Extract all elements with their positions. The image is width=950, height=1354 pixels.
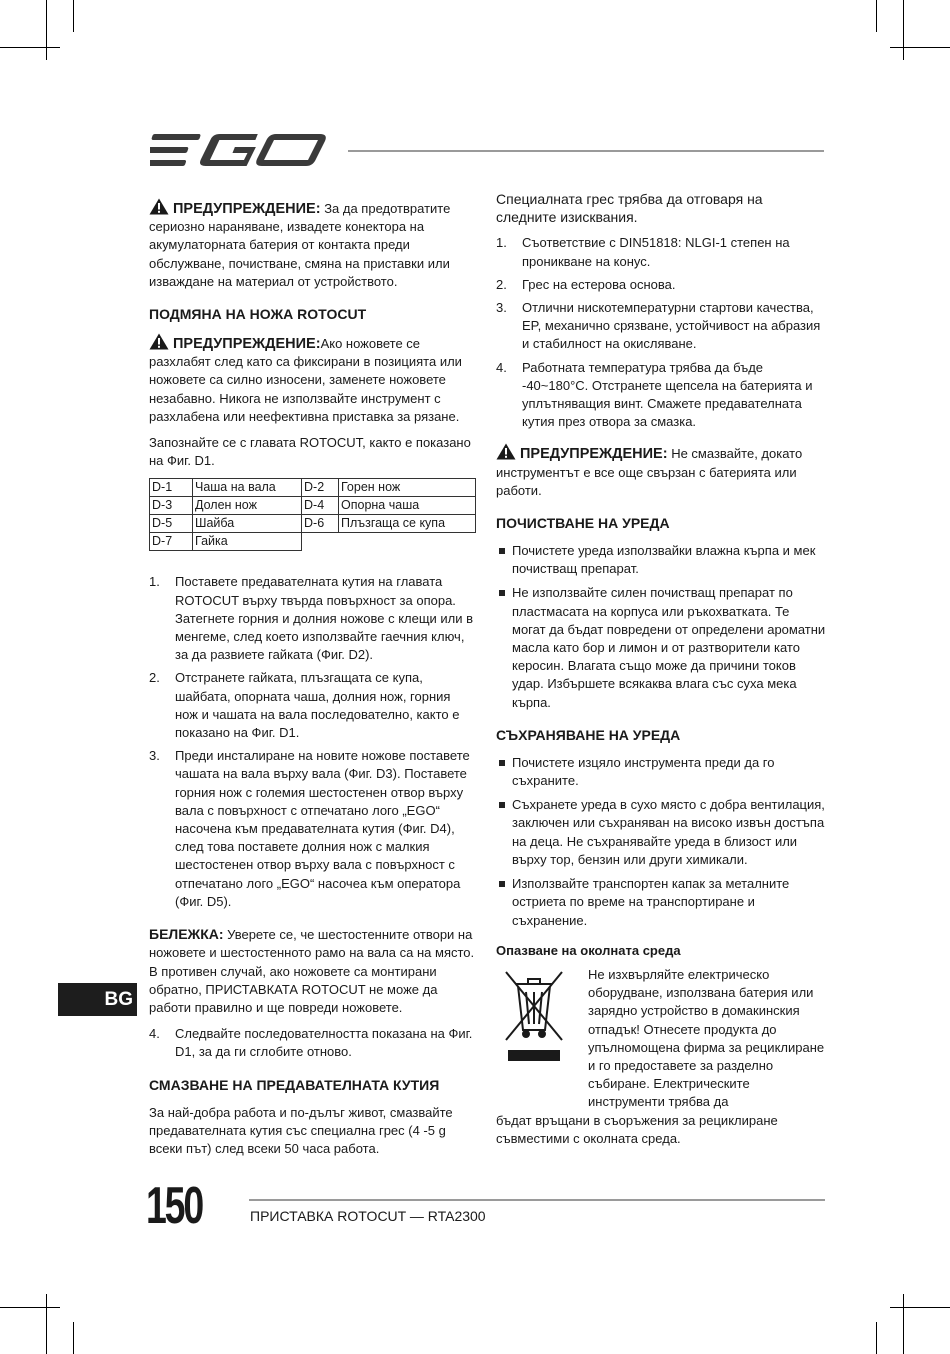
note-label: БЕЛЕЖКА: bbox=[149, 926, 224, 943]
replace-steps bbox=[149, 573, 477, 911]
parts-table bbox=[149, 478, 476, 551]
ego-logo bbox=[150, 131, 332, 171]
table-row bbox=[150, 533, 476, 551]
table-cell: D-2 bbox=[302, 479, 339, 497]
table-cell: D-7 bbox=[150, 533, 193, 551]
note-block bbox=[149, 925, 477, 1017]
table-cell: Чаша на вала bbox=[193, 479, 302, 497]
left-column bbox=[149, 198, 477, 1166]
list-item: Почистете уреда използвайки влажна кърпа и мек почистващ препарат. bbox=[496, 542, 826, 578]
bullet-icon bbox=[499, 590, 505, 596]
section-title-cleaning: ПОЧИСТВАНЕ НА УРЕДА bbox=[496, 515, 670, 532]
table-cell: Плъзгаща се купа bbox=[339, 515, 476, 533]
crop-mark bbox=[0, 47, 60, 48]
table-cell: Шайба bbox=[193, 515, 302, 533]
page-number: 150 bbox=[146, 1177, 202, 1235]
list-item: 1. Съответствие с DIN51818: NLGI-1 степен на проникване на конус. bbox=[496, 235, 790, 269]
bullet-icon bbox=[499, 802, 505, 808]
table-cell: Долен нож bbox=[193, 497, 302, 515]
table-cell: D-3 bbox=[150, 497, 193, 515]
crop-mark bbox=[73, 0, 74, 32]
table-cell: D-4 bbox=[302, 497, 339, 515]
warning-text: Ако ножовете се разхлабят след като са фиксирани в позицията или ножовете са силно износени, заменете ножовете незабавно. Никога не използвайте инструмент с разхлабена или неефективна приставка за рязане. bbox=[149, 336, 462, 424]
list-item: Използвайте транспортен капак за металните остриета по време на транспортиране и съхранение. bbox=[496, 875, 826, 930]
replace-step-4 bbox=[149, 1025, 477, 1061]
env-title: Опазване на околната среда bbox=[496, 942, 681, 958]
crop-mark bbox=[903, 0, 904, 60]
crop-mark bbox=[903, 1294, 904, 1354]
crossed-bin-icon bbox=[502, 968, 566, 1063]
warning-block bbox=[149, 333, 477, 426]
section-title-replace-blade: ПОДМЯНА НА НОЖА ROTOCUT bbox=[149, 306, 367, 323]
table-cell: D-6 bbox=[302, 515, 339, 533]
table-row bbox=[150, 497, 476, 515]
crop-mark bbox=[876, 0, 877, 32]
table-cell: D-1 bbox=[150, 479, 193, 497]
list-item: 1. Поставете предавателната кутия на главата ROTOCUT върху твърда повърхност за опора. Затегнете горния и долния ножове с клещи или в менгеме, след което използвайте гаечния ключ, за да развиете гайката (Фиг. D2). bbox=[149, 574, 474, 663]
storage-list bbox=[496, 754, 826, 930]
list-item: 3. Отлични нискотемпературни стартови качества, EP, механично срязване, устойчивост на абразия и стабилност на окисляване. bbox=[496, 300, 821, 352]
list-item: 4. Следвайте последователността показана на Фиг. D1, за да ги сглобите отново. bbox=[149, 1026, 473, 1060]
crop-mark bbox=[73, 1322, 74, 1354]
header-rule bbox=[348, 150, 824, 152]
warning-icon bbox=[149, 333, 169, 350]
warning-label: ПРЕДУПРЕЖДЕНИЕ: bbox=[173, 201, 321, 217]
warning-text: За да предотвратите сериозно нараняване, извадете конектора на акумулаторната батерия от контакта преди обслужване, почистване, смяна на приставки или изваждане на материал от устройството. bbox=[149, 201, 451, 289]
bullet-icon bbox=[499, 548, 505, 554]
list-item: 3. Преди инсталиране на новите ножове поставете чашата на вала върху вала (Фиг. D3). Поставете горния нож с големия шестостенен отвор върху вала с повърхност с отпечатано лого „EGO“ насочена към предавателната кутия (Фиг. D4), след това поставете долния нож с малкия шестостенен отвор върху вала с повърхност с отпечатано лого „EGO“ насочеа към оператора (Фиг. D5). bbox=[149, 748, 470, 909]
bullet-icon bbox=[499, 881, 505, 887]
list-item: Почистете изцяло инструмента преди да го съхраните. bbox=[496, 754, 826, 790]
note-text: Уверете се, че шестостенните отвори на ножовете и шестостенното рамо на вала са на място. В противен случай, ако ножовете са монтирани обратно, ПРИСТАВКАТА ROTOCUT не може да работи правилно и ще повреди ножовете. bbox=[149, 927, 475, 1015]
env-block bbox=[496, 966, 826, 1112]
list-item: Съхранете уреда в сухо място с добра вентилация, заключен или съхраняван на високо извън достъпа на деца. Не съхранявайте уреда в близост или върху тор, бензин или други химикали. bbox=[496, 796, 826, 869]
warning-label: ПРЕДУПРЕЖДЕНИЕ: bbox=[173, 336, 321, 353]
table-cell-empty bbox=[302, 533, 476, 551]
table-cell: Гайка bbox=[193, 533, 302, 551]
warning-text: Не смазвайте, докато инструментът е все още свързан с батерията или работи. bbox=[496, 446, 803, 498]
section-title-storage: СЪХРАНЯВАНЕ НА УРЕДА bbox=[496, 726, 681, 743]
table-cell: Горен нож bbox=[339, 479, 476, 497]
list-item: 2. Грес на естерова основа. bbox=[496, 276, 676, 292]
list-item: 2. Отстранете гайката, плъзгащата се купа, шайбата, опорната чаша, долния нож, горния нож и чашата на вала последователно, както е показано на Фиг. D1. bbox=[149, 670, 460, 741]
crop-mark bbox=[46, 1294, 47, 1354]
table-cell: Опорна чаша bbox=[339, 497, 476, 515]
right-column bbox=[496, 190, 826, 1156]
warning-icon bbox=[496, 443, 516, 460]
crop-mark bbox=[46, 0, 47, 60]
warning-block bbox=[149, 198, 477, 291]
cleaning-list bbox=[496, 542, 826, 712]
lube-text: За най-добра работа и по-дълъг живот, смазвайте предавателната кутия със специална грес (4 -5 g всеки път) след всеки 50 часа работа. bbox=[149, 1104, 453, 1156]
warning-icon bbox=[149, 198, 169, 215]
crop-mark bbox=[890, 1307, 950, 1308]
list-item: 4. Работната температура трябва да бъде -40~180°C. Отстранете щепсела на батерията и уплътняващия винт. Смажете предавателната кутия през отвора за смазка. bbox=[496, 359, 813, 430]
warning-label: ПРЕДУПРЕЖДЕНИЕ: bbox=[520, 446, 668, 463]
table-cell: D-5 bbox=[150, 515, 193, 533]
env-text: Не изхвърляйте електрическо оборудване, използвана батерия или зарядно устройство в домакинския отпадък! Отнесете продукта до упълномощена фирма за рециклиране и го предоставете за разделно събиране. Електрическите инструменти трябва да bbox=[588, 966, 825, 1110]
warning-block bbox=[496, 443, 826, 500]
grease-intro: Специалната грес трябва да отговаря на следните изисквания. bbox=[496, 191, 763, 226]
list-item: Не използвайте силен почистващ препарат по пластмасата на корпуса или ръкохватката. Те могат да бъдат повредени от определени ароматни масла като бор и лимон и от разтворители като керосин. Влагата също може да причини токов удар. Избършете всякаква влага със суха мека кърпа. bbox=[496, 584, 826, 711]
bullet-icon bbox=[499, 760, 505, 766]
env-text-continued: бъдат връщани в съоръжения за рециклиране съвместими с околната среда. bbox=[496, 1112, 778, 1146]
table-row bbox=[150, 515, 476, 533]
footer-rule bbox=[249, 1199, 825, 1201]
section-title-lubrication: СМАЗВАНЕ НА ПРЕДАВАТЕЛНАТА КУТИЯ bbox=[149, 1076, 440, 1093]
table-row bbox=[150, 479, 476, 497]
intro-text: Запознайте се с главата ROTOCUT, както е показано на Фиг. D1. bbox=[149, 435, 471, 469]
grease-requirements bbox=[496, 234, 826, 431]
footer-title: ПРИСТАВКА ROTOCUT — RTA2300 bbox=[250, 1208, 486, 1224]
crop-mark bbox=[876, 1322, 877, 1354]
crop-mark bbox=[890, 47, 950, 48]
crop-mark bbox=[0, 1307, 60, 1308]
language-tab: BG bbox=[58, 983, 137, 1016]
